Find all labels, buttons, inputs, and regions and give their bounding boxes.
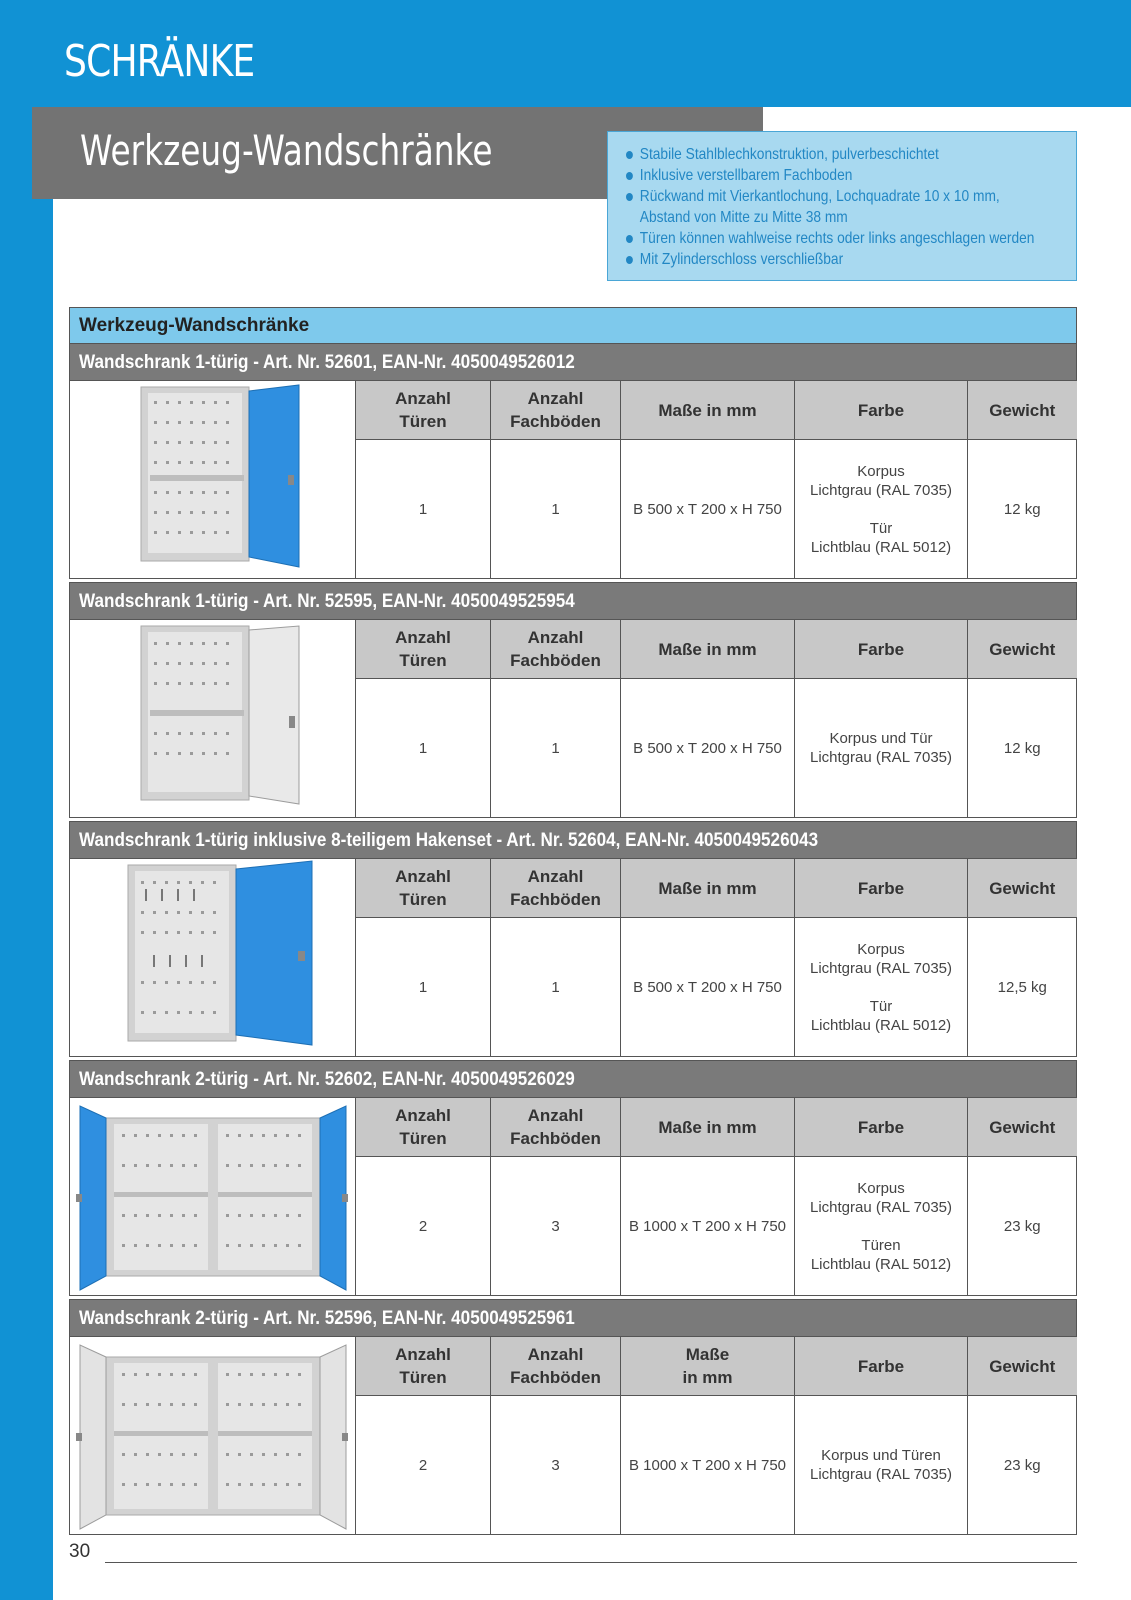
page-heading: Werkzeug-Wandschränke [80, 126, 493, 175]
product-title: Wandschrank 2-türig - Art. Nr. 52602, EAN-Nr. 4050049526029 [70, 1061, 1076, 1098]
cell-shelves: 3 [491, 1396, 621, 1535]
cabinet-2-door-grey-image [70, 1337, 355, 1534]
header-shelves: Anzahl Fachböden [491, 859, 621, 918]
header-color: Farbe [795, 859, 968, 918]
cell-color: Korpus Lichtgrau (RAL 7035) Tür Lichtblau (RAL 5012) [795, 918, 968, 1057]
spec-table [355, 1337, 1077, 1534]
feature-item: Rückwand mit Vierkantlochung, Lochquadrate 10 x 10 mm, [626, 186, 1013, 207]
bullet-icon [626, 151, 633, 159]
product-card [69, 1299, 1077, 1535]
product-title: Wandschrank 1-türig - Art. Nr. 52601, EAN-Nr. 4050049526012 [70, 344, 1076, 381]
header-doors: Anzahl Türen [356, 859, 491, 918]
cell-doors: 1 [356, 679, 491, 818]
header-color: Farbe [795, 1098, 968, 1157]
cabinet-with-hook-set-image [70, 859, 355, 1056]
table-title: Werkzeug-Wandschränke [69, 307, 1077, 344]
header-weight: Gewicht [968, 859, 1077, 918]
cell-color: Korpus und Tür Lichtgrau (RAL 7035) [795, 679, 968, 818]
feature-item: Türen können wahlweise rechts oder links angeschlagen werden [626, 228, 1013, 249]
spec-table [355, 859, 1077, 1056]
cell-doors: 2 [356, 1396, 491, 1535]
header-color: Farbe [795, 381, 968, 440]
cell-weight: 12 kg [968, 440, 1077, 579]
cabinet-1-door-blue-image [70, 381, 355, 578]
cell-shelves: 1 [491, 918, 621, 1057]
cell-weight: 23 kg [968, 1396, 1077, 1535]
product-title: Wandschrank 1-türig inklusive 8-teiligem Hakenset - Art. Nr. 52604, EAN-Nr. 4050049526043 [70, 822, 1076, 859]
cell-doors: 1 [356, 440, 491, 579]
section-title: SCHRÄNKE [64, 36, 255, 87]
left-color-band [0, 0, 53, 1600]
product-card [69, 1060, 1077, 1296]
spec-table [355, 620, 1077, 817]
cell-dimensions: B 500 x T 200 x H 750 [621, 440, 795, 579]
header-color: Farbe [795, 620, 968, 679]
cell-doors: 1 [356, 918, 491, 1057]
cell-color: Korpus und Türen Lichtgrau (RAL 7035) [795, 1396, 968, 1535]
cell-weight: 23 kg [968, 1157, 1077, 1296]
cell-dimensions: B 500 x T 200 x H 750 [621, 679, 795, 818]
header-dimensions: Maße in mm [621, 1337, 795, 1396]
header-shelves: Anzahl Fachböden [491, 381, 621, 440]
spec-table [355, 381, 1077, 578]
feature-item: Stabile Stahlblechkonstruktion, pulverbeschichtet [626, 144, 1013, 165]
cell-color: Korpus Lichtgrau (RAL 7035) Tür Lichtblau (RAL 5012) [795, 440, 968, 579]
header-weight: Gewicht [968, 381, 1077, 440]
bullet-icon [626, 256, 633, 264]
cell-doors: 2 [356, 1157, 491, 1296]
cell-dimensions: B 1000 x T 200 x H 750 [621, 1157, 795, 1296]
header-color: Farbe [795, 1337, 968, 1396]
cabinet-1-door-grey-image [70, 620, 355, 817]
header-dimensions: Maße in mm [621, 620, 795, 679]
footer-rule [105, 1562, 1077, 1563]
cell-dimensions: B 500 x T 200 x H 750 [621, 918, 795, 1057]
feature-item: Mit Zylinderschloss verschließbar [626, 249, 1013, 270]
header-weight: Gewicht [968, 620, 1077, 679]
cell-weight: 12,5 kg [968, 918, 1077, 1057]
header-dimensions: Maße in mm [621, 381, 795, 440]
header-doors: Anzahl Türen [356, 620, 491, 679]
cell-dimensions: B 1000 x T 200 x H 750 [621, 1396, 795, 1535]
header-dimensions: Maße in mm [621, 859, 795, 918]
product-title: Wandschrank 1-türig - Art. Nr. 52595, EAN-Nr. 4050049525954 [70, 583, 1076, 620]
bullet-icon [626, 235, 633, 243]
cell-shelves: 1 [491, 679, 621, 818]
feature-item: Inklusive verstellbarem Fachboden [626, 165, 1013, 186]
feature-item-continuation: Abstand von Mitte zu Mitte 38 mm [639, 209, 848, 226]
cell-color: Korpus Lichtgrau (RAL 7035) Türen Lichtblau (RAL 5012) [795, 1157, 968, 1296]
cell-weight: 12 kg [968, 679, 1077, 818]
header-shelves: Anzahl Fachböden [491, 620, 621, 679]
header-doors: Anzahl Türen [356, 1337, 491, 1396]
cell-shelves: 3 [491, 1157, 621, 1296]
header-weight: Gewicht [968, 1337, 1077, 1396]
product-card [69, 582, 1077, 818]
header-shelves: Anzahl Fachböden [491, 1337, 621, 1396]
feature-box [607, 131, 1077, 281]
header-dimensions: Maße in mm [621, 1098, 795, 1157]
cabinet-2-door-blue-image [70, 1098, 355, 1295]
header-doors: Anzahl Türen [356, 1098, 491, 1157]
bullet-icon [626, 172, 633, 180]
product-title: Wandschrank 2-türig - Art. Nr. 52596, EAN-Nr. 4050049525961 [70, 1300, 1076, 1337]
bullet-icon [626, 193, 633, 201]
cell-shelves: 1 [491, 440, 621, 579]
header-doors: Anzahl Türen [356, 381, 491, 440]
product-card [69, 821, 1077, 1057]
spec-table [355, 1098, 1077, 1295]
header-weight: Gewicht [968, 1098, 1077, 1157]
page-number: 30 [69, 1541, 91, 1562]
product-card [69, 343, 1077, 579]
header-shelves: Anzahl Fachböden [491, 1098, 621, 1157]
